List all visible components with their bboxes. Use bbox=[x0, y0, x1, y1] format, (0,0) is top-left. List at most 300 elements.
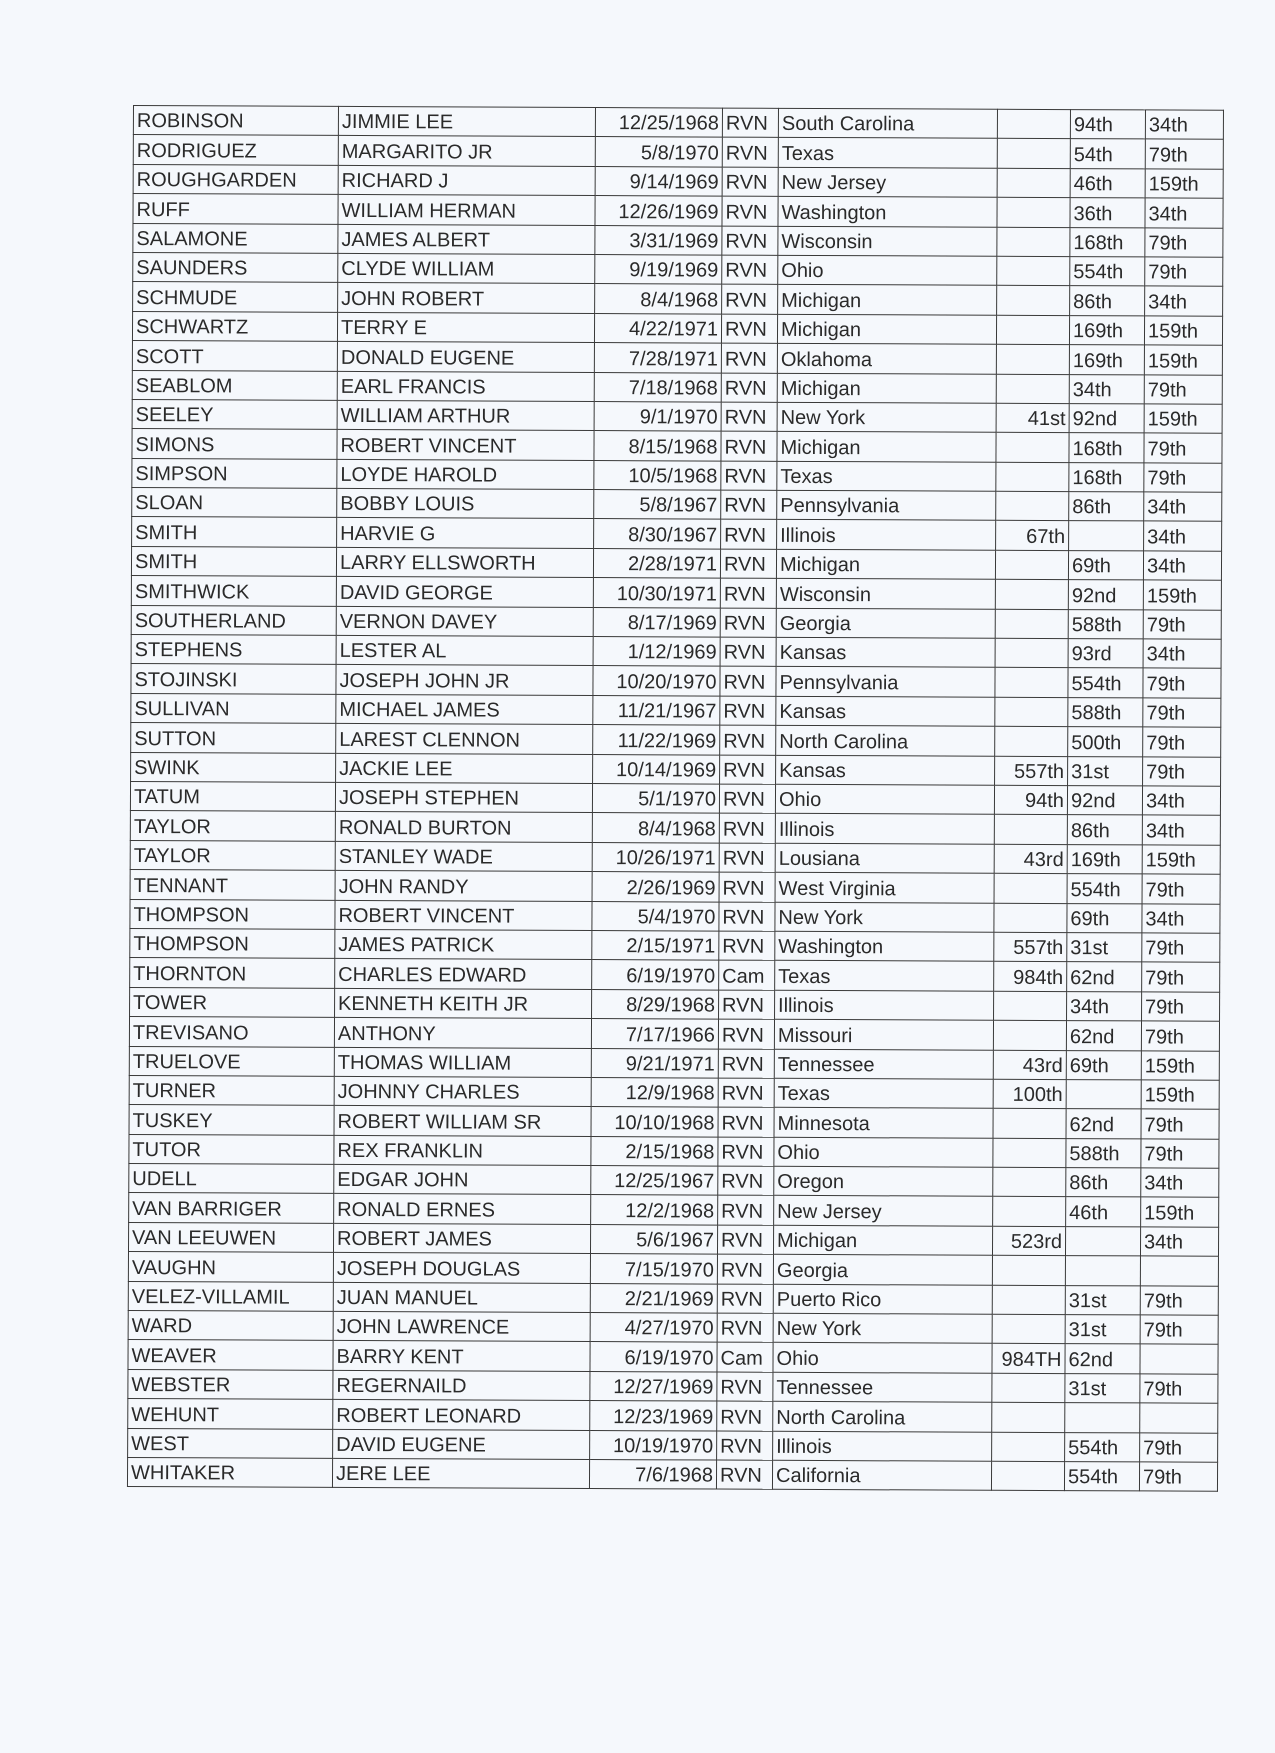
place-cell: RVN bbox=[722, 137, 778, 167]
first-name-cell: VERNON DAVEY bbox=[336, 606, 593, 637]
unit-cell-c: 79th bbox=[1141, 1021, 1219, 1051]
first-name-cell: EDGAR JOHN bbox=[334, 1164, 591, 1195]
unit-cell-b: 93rd bbox=[1068, 639, 1143, 669]
date-cell: 2/28/1971 bbox=[593, 548, 720, 578]
date-cell: 5/1/1970 bbox=[592, 783, 719, 813]
date-cell: 9/1/1970 bbox=[594, 401, 721, 431]
last-name-cell: SOUTHERLAND bbox=[131, 605, 336, 635]
unit-cell-c: 79th bbox=[1142, 962, 1220, 992]
unit-cell-c: 79th bbox=[1145, 227, 1223, 257]
unit-cell-c: 159th bbox=[1141, 1197, 1219, 1227]
last-name-cell: THORNTON bbox=[130, 958, 335, 988]
unit-cell-c bbox=[1140, 1403, 1218, 1433]
place-cell: RVN bbox=[721, 314, 777, 344]
last-name-cell: STOJINSKI bbox=[131, 664, 336, 694]
unit-cell-a bbox=[996, 433, 1069, 463]
first-name-cell: JOSEPH DOUGLAS bbox=[333, 1253, 590, 1284]
unit-cell-a bbox=[995, 638, 1068, 668]
table-row bbox=[131, 576, 1221, 610]
state-cell: Ohio bbox=[774, 1137, 993, 1167]
unit-cell-a: 100th bbox=[993, 1079, 1066, 1109]
unit-cell-a bbox=[995, 550, 1068, 580]
last-name-cell: WEHUNT bbox=[128, 1399, 333, 1429]
table-row bbox=[129, 1075, 1219, 1109]
state-cell: Tennessee bbox=[773, 1372, 992, 1402]
state-cell: Washington bbox=[778, 196, 997, 226]
last-name-cell: WHITAKER bbox=[127, 1457, 332, 1487]
state-cell: Georgia bbox=[773, 1255, 992, 1285]
date-cell: 3/31/1969 bbox=[595, 225, 722, 255]
place-cell: Cam bbox=[719, 960, 775, 990]
first-name-cell: JIMMIE LEE bbox=[338, 106, 595, 137]
date-cell: 8/17/1969 bbox=[593, 607, 720, 637]
unit-cell-a bbox=[996, 491, 1069, 521]
date-cell: 9/21/1971 bbox=[591, 1048, 718, 1078]
unit-cell-c: 79th bbox=[1139, 1462, 1217, 1492]
place-cell: RVN bbox=[718, 1166, 774, 1196]
state-cell: Minnesota bbox=[774, 1108, 993, 1138]
table-row bbox=[131, 546, 1221, 580]
unit-cell-a bbox=[997, 168, 1070, 198]
unit-cell-b: 86th bbox=[1067, 815, 1142, 845]
date-cell: 11/22/1969 bbox=[593, 725, 720, 755]
first-name-cell: JOHN ROBERT bbox=[338, 283, 595, 314]
place-cell: RVN bbox=[721, 373, 777, 403]
place-cell: RVN bbox=[718, 1049, 774, 1079]
table-row bbox=[128, 1311, 1218, 1345]
table-row bbox=[130, 899, 1220, 933]
first-name-cell: ANTHONY bbox=[334, 1017, 591, 1048]
last-name-cell: TRUELOVE bbox=[129, 1046, 334, 1076]
roster-body bbox=[127, 106, 1223, 1492]
table-row bbox=[132, 458, 1222, 492]
table-row bbox=[130, 781, 1220, 815]
last-name-cell: SMITH bbox=[131, 546, 336, 576]
unit-cell-c: 159th bbox=[1145, 169, 1223, 199]
unit-cell-c: 34th bbox=[1142, 903, 1220, 933]
unit-cell-b: 54th bbox=[1070, 139, 1145, 169]
place-cell: Cam bbox=[717, 1342, 773, 1372]
unit-cell-b: 31st bbox=[1065, 1285, 1140, 1315]
unit-cell-a bbox=[997, 227, 1070, 257]
unit-cell-b: 69th bbox=[1067, 903, 1142, 933]
last-name-cell: WEST bbox=[128, 1428, 333, 1458]
table-row bbox=[128, 1252, 1218, 1286]
first-name-cell: ROBERT LEONARD bbox=[333, 1400, 590, 1431]
table-row bbox=[133, 135, 1223, 169]
state-cell: Michigan bbox=[776, 549, 995, 579]
table-row bbox=[132, 399, 1222, 433]
table-row bbox=[132, 429, 1222, 463]
unit-cell-c: 79th bbox=[1143, 727, 1221, 757]
unit-cell-a: 94th bbox=[994, 785, 1067, 815]
state-cell: Ohio bbox=[778, 255, 997, 285]
unit-cell-c: 34th bbox=[1141, 1168, 1219, 1198]
date-cell: 7/18/1968 bbox=[594, 372, 721, 402]
last-name-cell: SWINK bbox=[131, 752, 336, 782]
place-cell: RVN bbox=[717, 1254, 773, 1284]
last-name-cell: SEABLOM bbox=[132, 370, 337, 400]
unit-cell-c: 34th bbox=[1144, 521, 1222, 551]
first-name-cell: STANLEY WADE bbox=[335, 841, 592, 872]
state-cell: New York bbox=[777, 402, 996, 432]
unit-cell-a bbox=[993, 1020, 1066, 1050]
unit-cell-b: 554th bbox=[1065, 1432, 1140, 1462]
date-cell: 8/29/1968 bbox=[592, 989, 719, 1019]
unit-cell-b: 46th bbox=[1070, 168, 1145, 198]
unit-cell-c: 34th bbox=[1145, 110, 1223, 140]
unit-cell-a bbox=[995, 726, 1068, 756]
last-name-cell: TURNER bbox=[129, 1075, 334, 1105]
unit-cell-a bbox=[994, 903, 1067, 933]
unit-cell-a bbox=[991, 1461, 1064, 1491]
state-cell: Michigan bbox=[773, 1225, 992, 1255]
date-cell: 12/25/1967 bbox=[591, 1166, 718, 1196]
unit-cell-b: 36th bbox=[1070, 198, 1145, 228]
date-cell: 5/8/1970 bbox=[595, 137, 722, 167]
first-name-cell: EARL FRANCIS bbox=[337, 371, 594, 402]
table-row bbox=[130, 840, 1220, 874]
unit-cell-b: 554th bbox=[1070, 257, 1145, 287]
date-cell: 12/2/1968 bbox=[591, 1195, 718, 1225]
place-cell: RVN bbox=[717, 1401, 773, 1431]
table-row bbox=[131, 664, 1221, 698]
date-cell: 9/14/1969 bbox=[595, 166, 722, 196]
last-name-cell: WEAVER bbox=[128, 1340, 333, 1370]
date-cell: 5/8/1967 bbox=[594, 490, 721, 520]
table-row bbox=[132, 488, 1222, 522]
unit-cell-a bbox=[993, 1167, 1066, 1197]
last-name-cell: VAN LEEUWEN bbox=[128, 1222, 333, 1252]
unit-cell-b: 86th bbox=[1066, 1168, 1141, 1198]
unit-cell-c: 159th bbox=[1142, 845, 1220, 875]
place-cell: RVN bbox=[721, 461, 777, 491]
last-name-cell: STEPHENS bbox=[131, 635, 336, 665]
table-row bbox=[131, 635, 1221, 669]
unit-cell-b: 34th bbox=[1067, 991, 1142, 1021]
state-cell: Kansas bbox=[776, 696, 995, 726]
last-name-cell: TUSKEY bbox=[129, 1105, 334, 1135]
state-cell: Puerto Rico bbox=[773, 1284, 992, 1314]
first-name-cell: BOBBY LOUIS bbox=[337, 488, 594, 519]
date-cell: 4/27/1970 bbox=[590, 1313, 717, 1343]
date-cell: 10/19/1970 bbox=[590, 1430, 717, 1460]
place-cell: RVN bbox=[721, 431, 777, 461]
date-cell: 11/21/1967 bbox=[593, 695, 720, 725]
place-cell: RVN bbox=[719, 931, 775, 961]
place-cell: RVN bbox=[720, 755, 776, 785]
state-cell: South Carolina bbox=[778, 108, 997, 138]
table-row bbox=[130, 987, 1220, 1021]
state-cell: Illinois bbox=[777, 520, 996, 550]
table-row bbox=[131, 693, 1221, 727]
unit-cell-c: 34th bbox=[1142, 786, 1220, 816]
last-name-cell: TATUM bbox=[130, 781, 335, 811]
last-name-cell: TAYLOR bbox=[130, 840, 335, 870]
unit-cell-b: 94th bbox=[1070, 110, 1145, 140]
place-cell: RVN bbox=[719, 813, 775, 843]
place-cell: RVN bbox=[720, 637, 776, 667]
unit-cell-a bbox=[997, 256, 1070, 286]
last-name-cell: RUFF bbox=[133, 194, 338, 224]
place-cell: RVN bbox=[721, 343, 777, 373]
table-row bbox=[128, 1369, 1218, 1403]
place-cell: RVN bbox=[719, 902, 775, 932]
place-cell: RVN bbox=[722, 108, 778, 138]
table-row bbox=[128, 1222, 1218, 1256]
date-cell: 10/20/1970 bbox=[593, 666, 720, 696]
unit-cell-b bbox=[1065, 1256, 1140, 1286]
state-cell: Tennessee bbox=[774, 1049, 993, 1079]
table-row bbox=[132, 517, 1222, 551]
table-row bbox=[133, 282, 1223, 316]
unit-cell-c: 159th bbox=[1144, 345, 1222, 375]
table-row bbox=[129, 1046, 1219, 1080]
table-row bbox=[129, 1193, 1219, 1227]
unit-cell-a bbox=[994, 991, 1067, 1021]
date-cell: 6/19/1970 bbox=[590, 1342, 717, 1372]
date-cell: 4/22/1971 bbox=[594, 313, 721, 343]
unit-cell-a bbox=[997, 139, 1070, 169]
last-name-cell: RODRIGUEZ bbox=[133, 135, 338, 165]
unit-cell-b: 31st bbox=[1065, 1373, 1140, 1403]
unit-cell-a bbox=[995, 609, 1068, 639]
last-name-cell: SLOAN bbox=[132, 488, 337, 518]
state-cell: Illinois bbox=[773, 1431, 992, 1461]
date-cell: 7/17/1966 bbox=[591, 1019, 718, 1049]
unit-cell-c: 34th bbox=[1144, 492, 1222, 522]
unit-cell-a: 557th bbox=[995, 756, 1068, 786]
first-name-cell: WILLIAM HERMAN bbox=[338, 195, 595, 226]
last-name-cell: SCHWARTZ bbox=[132, 311, 337, 341]
unit-cell-b: 554th bbox=[1064, 1462, 1139, 1492]
unit-cell-c: 79th bbox=[1140, 1315, 1218, 1345]
last-name-cell: VAUGHN bbox=[128, 1252, 333, 1282]
date-cell: 7/28/1971 bbox=[594, 343, 721, 373]
state-cell: New Jersey bbox=[774, 1196, 993, 1226]
unit-cell-b: 588th bbox=[1066, 1138, 1141, 1168]
last-name-cell: TENNANT bbox=[130, 870, 335, 900]
unit-cell-a bbox=[996, 344, 1069, 374]
state-cell: Texas bbox=[775, 961, 994, 991]
unit-cell-b: 500th bbox=[1068, 727, 1143, 757]
state-cell: Michigan bbox=[777, 432, 996, 462]
date-cell: 10/5/1968 bbox=[594, 460, 721, 490]
table-row bbox=[132, 341, 1222, 375]
unit-cell-b: 69th bbox=[1066, 1050, 1141, 1080]
unit-cell-c: 34th bbox=[1140, 1227, 1218, 1257]
unit-cell-b: 92nd bbox=[1069, 403, 1144, 433]
place-cell: RVN bbox=[722, 196, 778, 226]
state-cell: New York bbox=[773, 1313, 992, 1343]
date-cell: 2/26/1969 bbox=[592, 872, 719, 902]
last-name-cell: SUTTON bbox=[131, 723, 336, 753]
last-name-cell: SALAMONE bbox=[133, 223, 338, 253]
unit-cell-b: 169th bbox=[1069, 315, 1144, 345]
unit-cell-b: 588th bbox=[1068, 609, 1143, 639]
unit-cell-c: 79th bbox=[1144, 374, 1222, 404]
table-row bbox=[129, 1134, 1219, 1168]
first-name-cell: JOSEPH JOHN JR bbox=[336, 665, 593, 696]
place-cell: RVN bbox=[720, 696, 776, 726]
place-cell: RVN bbox=[718, 1107, 774, 1137]
unit-cell-b: 169th bbox=[1067, 844, 1142, 874]
last-name-cell: TREVISANO bbox=[129, 1017, 334, 1047]
first-name-cell: REGERNAILD bbox=[333, 1370, 590, 1401]
table-row bbox=[133, 194, 1223, 228]
place-cell: RVN bbox=[717, 1372, 773, 1402]
first-name-cell: DAVID GEORGE bbox=[336, 577, 593, 608]
unit-cell-c: 79th bbox=[1142, 874, 1220, 904]
last-name-cell: WEBSTER bbox=[128, 1369, 333, 1399]
unit-cell-c: 159th bbox=[1141, 1080, 1219, 1110]
unit-cell-c bbox=[1140, 1344, 1218, 1374]
state-cell: Illinois bbox=[775, 814, 994, 844]
unit-cell-c: 159th bbox=[1141, 1050, 1219, 1080]
unit-cell-c: 79th bbox=[1140, 1286, 1218, 1316]
unit-cell-c: 79th bbox=[1143, 757, 1221, 787]
first-name-cell: JOSEPH STEPHEN bbox=[335, 782, 592, 813]
first-name-cell: LOYDE HAROLD bbox=[337, 459, 594, 490]
table-row bbox=[130, 811, 1220, 845]
first-name-cell: JOHN RANDY bbox=[335, 871, 592, 902]
unit-cell-c: 79th bbox=[1143, 698, 1221, 728]
unit-cell-b: 554th bbox=[1068, 668, 1143, 698]
unit-cell-b: 92nd bbox=[1067, 786, 1142, 816]
last-name-cell: VELEZ-VILLAMIL bbox=[128, 1281, 333, 1311]
state-cell: Illinois bbox=[775, 990, 994, 1020]
place-cell: RVN bbox=[719, 843, 775, 873]
place-cell: RVN bbox=[721, 490, 777, 520]
table-row bbox=[132, 311, 1222, 345]
last-name-cell: WARD bbox=[128, 1311, 333, 1341]
state-cell: Pennsylvania bbox=[776, 667, 995, 697]
table-row bbox=[127, 1457, 1217, 1491]
unit-cell-a bbox=[997, 286, 1070, 316]
state-cell: Ohio bbox=[775, 784, 994, 814]
table-row bbox=[131, 752, 1221, 786]
place-cell: RVN bbox=[720, 725, 776, 755]
last-name-cell: SIMPSON bbox=[132, 458, 337, 488]
unit-cell-a bbox=[995, 580, 1068, 610]
unit-cell-a bbox=[997, 109, 1070, 139]
unit-cell-c: 34th bbox=[1145, 286, 1223, 316]
date-cell: 9/19/1969 bbox=[595, 254, 722, 284]
first-name-cell: JOHNNY CHARLES bbox=[334, 1076, 591, 1107]
place-cell: RVN bbox=[720, 608, 776, 638]
first-name-cell: JERE LEE bbox=[332, 1458, 589, 1489]
last-name-cell: VAN BARRIGER bbox=[129, 1193, 334, 1223]
unit-cell-c: 79th bbox=[1141, 1139, 1219, 1169]
state-cell: Michigan bbox=[778, 285, 997, 315]
place-cell: RVN bbox=[718, 1137, 774, 1167]
state-cell: New Jersey bbox=[778, 167, 997, 197]
place-cell: RVN bbox=[721, 520, 777, 550]
table-row bbox=[130, 870, 1220, 904]
date-cell: 10/26/1971 bbox=[592, 842, 719, 872]
unit-cell-a: 41st bbox=[996, 403, 1069, 433]
unit-cell-a bbox=[997, 197, 1070, 227]
table-row bbox=[129, 1164, 1219, 1198]
unit-cell-c bbox=[1140, 1256, 1218, 1286]
date-cell: 7/15/1970 bbox=[590, 1254, 717, 1284]
table-row bbox=[133, 164, 1223, 198]
unit-cell-b bbox=[1066, 1079, 1141, 1109]
unit-cell-a: 43rd bbox=[994, 844, 1067, 874]
first-name-cell: ROBERT VINCENT bbox=[335, 900, 592, 931]
table-row bbox=[129, 1017, 1219, 1051]
roster-table bbox=[127, 105, 1224, 1492]
place-cell: RVN bbox=[721, 402, 777, 432]
unit-cell-b: 34th bbox=[1069, 374, 1144, 404]
unit-cell-c: 79th bbox=[1143, 610, 1221, 640]
last-name-cell: TAYLOR bbox=[130, 811, 335, 841]
first-name-cell: JOHN LAWRENCE bbox=[333, 1311, 590, 1342]
place-cell: RVN bbox=[722, 167, 778, 197]
unit-cell-a bbox=[992, 1255, 1065, 1285]
unit-cell-b: 86th bbox=[1070, 286, 1145, 316]
first-name-cell: JUAN MANUEL bbox=[333, 1282, 590, 1313]
state-cell: Wisconsin bbox=[778, 226, 997, 256]
first-name-cell: LAREST CLENNON bbox=[336, 724, 593, 755]
unit-cell-a bbox=[992, 1402, 1065, 1432]
unit-cell-c: 34th bbox=[1143, 551, 1221, 581]
unit-cell-c: 79th bbox=[1145, 139, 1223, 169]
place-cell: RVN bbox=[720, 666, 776, 696]
last-name-cell: SMITHWICK bbox=[131, 576, 336, 606]
first-name-cell: WILLIAM ARTHUR bbox=[337, 400, 594, 431]
unit-cell-b: 168th bbox=[1069, 433, 1144, 463]
last-name-cell: SULLIVAN bbox=[131, 693, 336, 723]
date-cell: 2/15/1971 bbox=[592, 930, 719, 960]
first-name-cell: ROBERT VINCENT bbox=[337, 430, 594, 461]
unit-cell-c: 79th bbox=[1141, 1109, 1219, 1139]
last-name-cell: SMITH bbox=[132, 517, 337, 547]
unit-cell-c: 79th bbox=[1142, 933, 1220, 963]
date-cell: 2/15/1968 bbox=[591, 1136, 718, 1166]
unit-cell-a bbox=[993, 1109, 1066, 1139]
state-cell: Washington bbox=[775, 931, 994, 961]
unit-cell-a bbox=[996, 315, 1069, 345]
table-row bbox=[128, 1281, 1218, 1315]
place-cell: RVN bbox=[718, 1196, 774, 1226]
first-name-cell: LESTER AL bbox=[336, 635, 593, 666]
unit-cell-b: 169th bbox=[1069, 345, 1144, 375]
unit-cell-a: 523rd bbox=[992, 1226, 1065, 1256]
first-name-cell: ROBERT JAMES bbox=[333, 1223, 590, 1254]
first-name-cell: TERRY E bbox=[337, 312, 594, 343]
place-cell: RVN bbox=[717, 1431, 773, 1461]
state-cell: Texas bbox=[778, 138, 997, 168]
unit-cell-a bbox=[992, 1432, 1065, 1462]
unit-cell-c: 79th bbox=[1144, 433, 1222, 463]
unit-cell-b: 588th bbox=[1068, 697, 1143, 727]
unit-cell-a bbox=[995, 668, 1068, 698]
unit-cell-b: 46th bbox=[1066, 1197, 1141, 1227]
state-cell: New York bbox=[775, 902, 994, 932]
unit-cell-c: 159th bbox=[1143, 580, 1221, 610]
state-cell: Ohio bbox=[773, 1343, 992, 1373]
state-cell: Kansas bbox=[776, 637, 995, 667]
table-row bbox=[131, 605, 1221, 639]
date-cell: 8/30/1967 bbox=[594, 519, 721, 549]
last-name-cell: UDELL bbox=[129, 1164, 334, 1194]
date-cell: 5/6/1967 bbox=[590, 1224, 717, 1254]
unit-cell-a: 984TH bbox=[992, 1344, 1065, 1374]
last-name-cell: SCHMUDE bbox=[133, 282, 338, 312]
state-cell: West Virginia bbox=[775, 872, 994, 902]
unit-cell-c: 79th bbox=[1140, 1432, 1218, 1462]
